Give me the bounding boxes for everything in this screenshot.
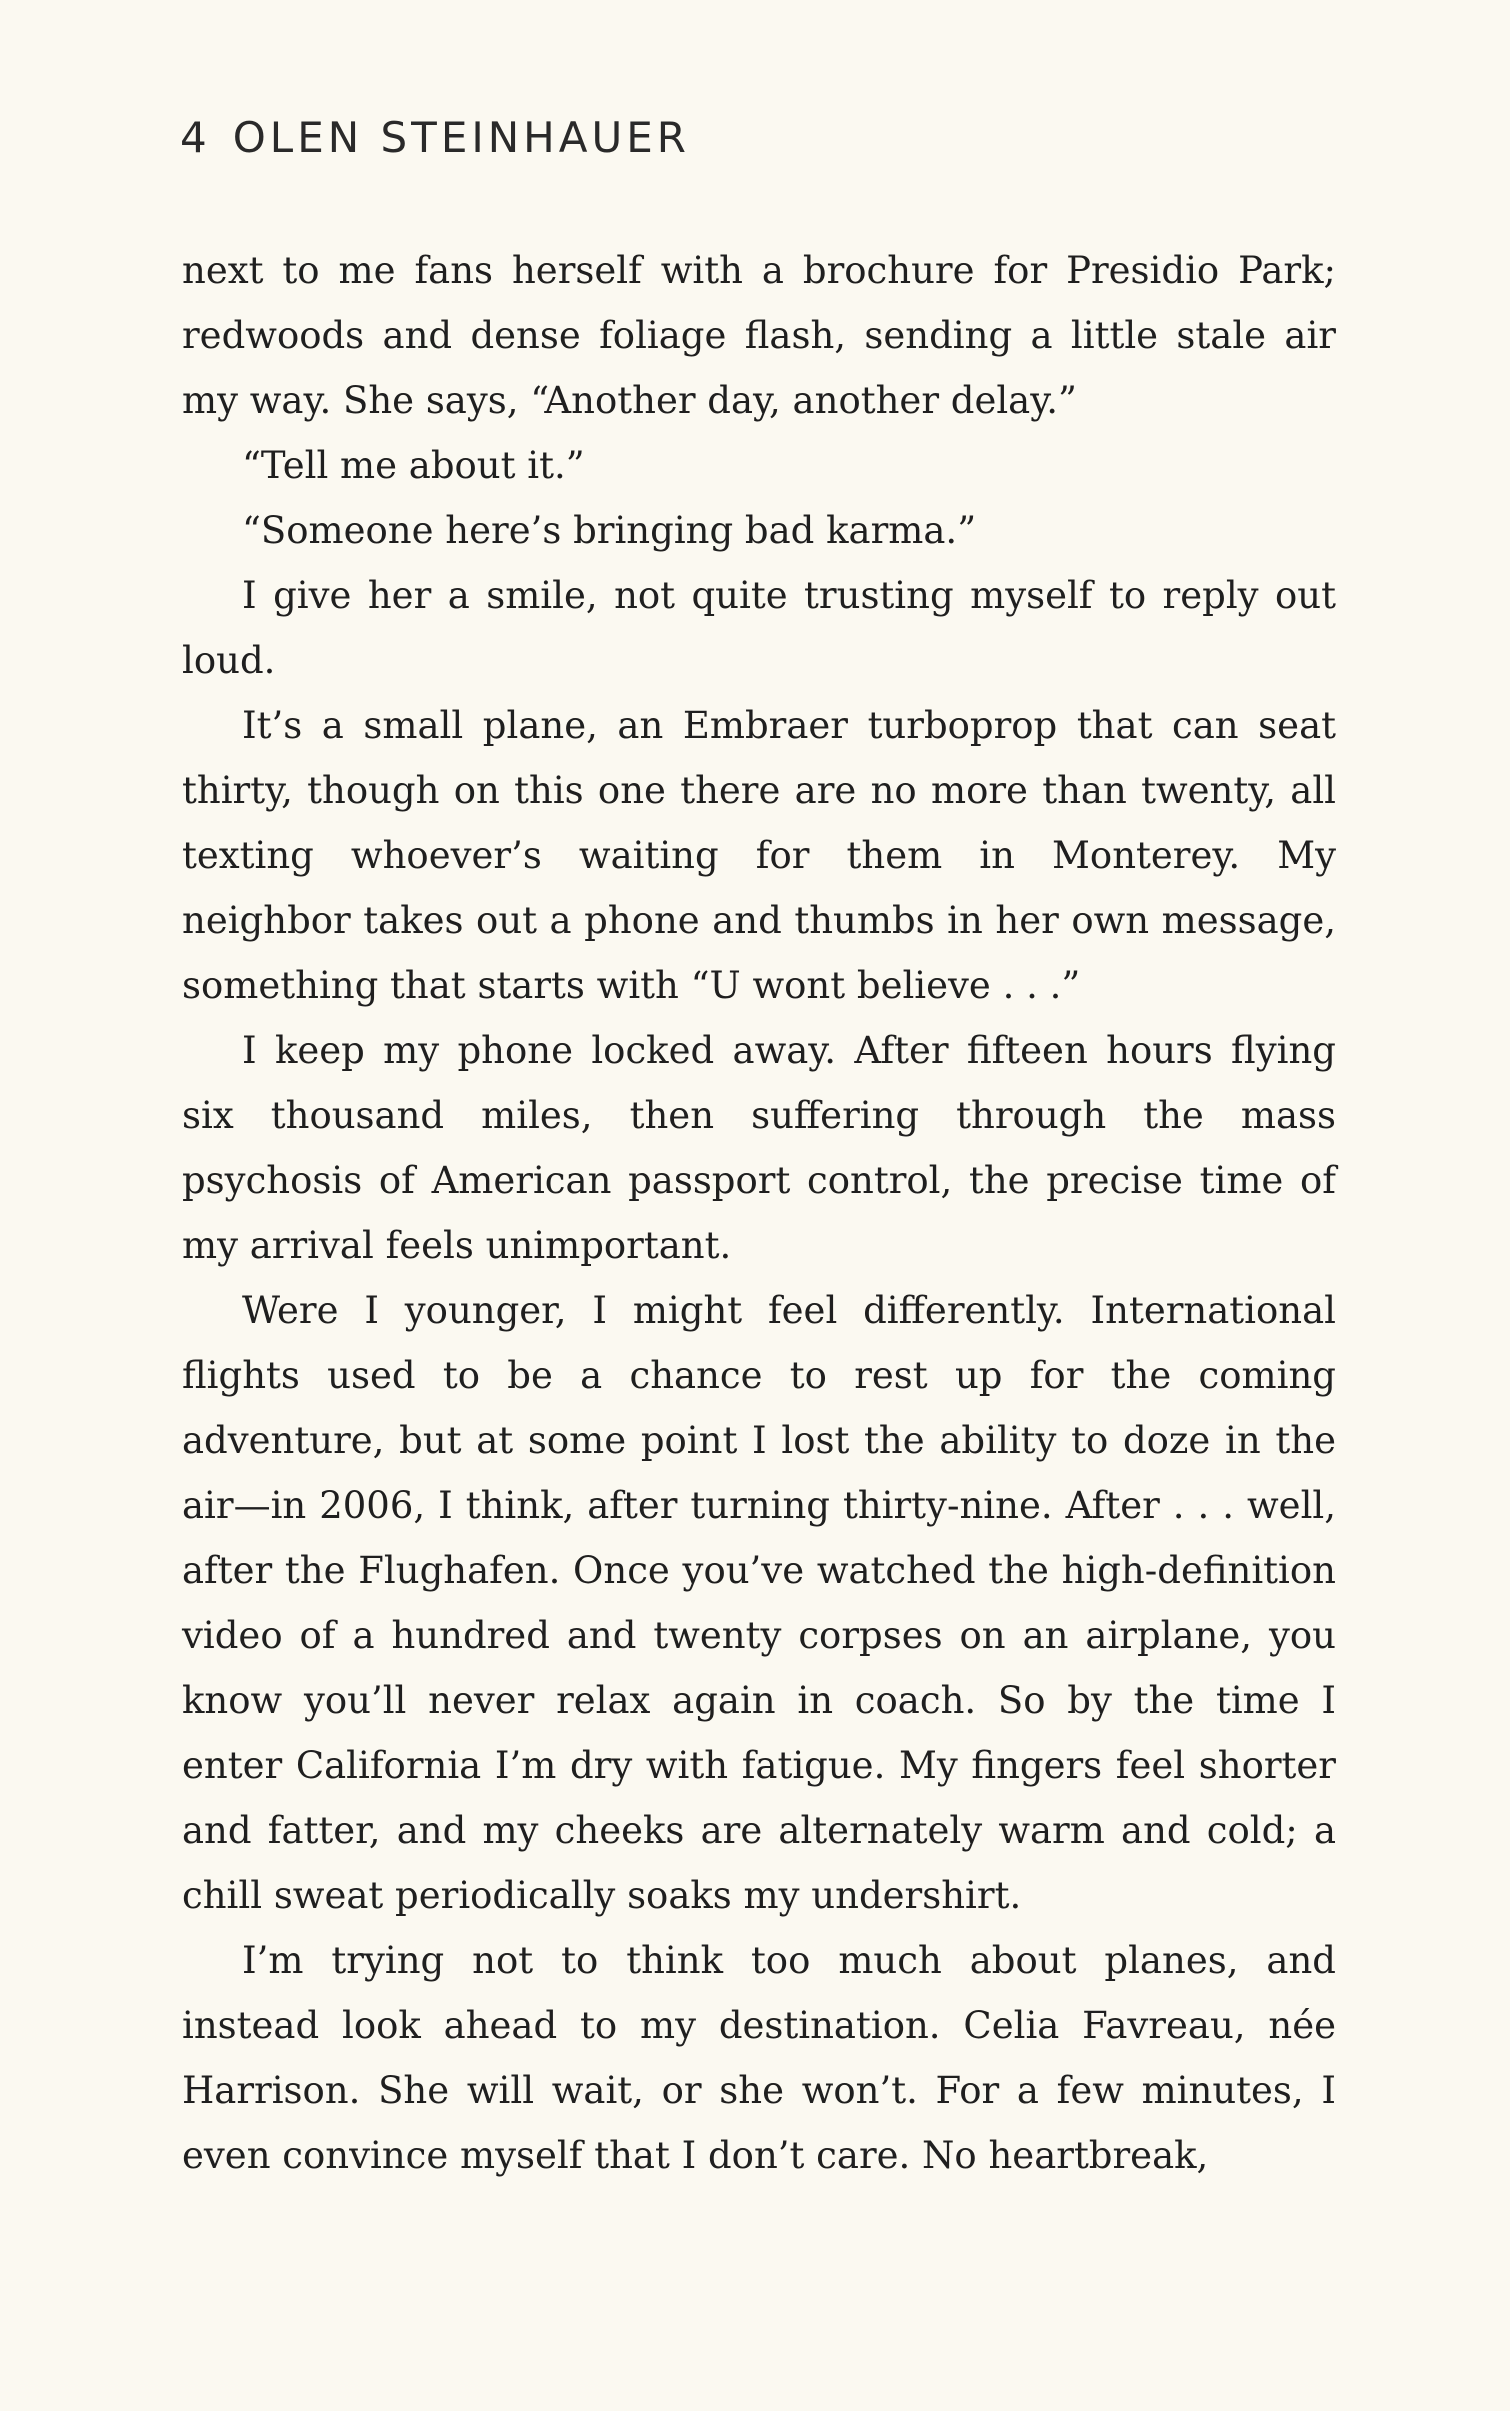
paragraph: “Someone here’s bringing bad karma.” xyxy=(242,509,977,552)
body-text xyxy=(182,238,1336,2188)
paragraph: I keep my phone locked away. After fifteen hours flying six thousand miles, then suffering through the mass psychosis of American passport control, the precise time of my arrival feels unimportant. xyxy=(182,1029,1336,1267)
paragraph: I’m trying not to think too much about planes, and instead look ahead to my destination. Celia Favreau, née Harrison. She will wait, or she won’t. For a few minutes, I even convince myself that I don’t care. No heartbreak, xyxy=(182,1939,1336,2177)
author-name: OLEN STEINHAUER xyxy=(232,113,690,162)
paragraph: It’s a small plane, an Embraer turboprop that can seat thirty, though on this one there are no more than twenty, all texting whoever’s waiting for them in Monterey. My neighbor takes out a phone and thumbs in her own message, something that starts with “U wont believe . . .” xyxy=(182,704,1336,1007)
running-head xyxy=(180,108,690,168)
page-number: 4 xyxy=(180,113,211,162)
paragraph: I give her a smile, not quite trusting myself to reply out loud. xyxy=(182,574,1336,682)
paragraph: Were I younger, I might feel differently. International flights used to be a chance to rest up for the coming adventure, but at some point I lost the ability to doze in the air—in 2006, I think, after turning thirty-nine. After . . . well, after the Flughafen. Once you’ve watched the high-definition video of a hundred and twenty corpses on an airplane, you know you’ll never relax again in coach. So by the time I enter California I’m dry with fatigue. My fingers feel shorter and fatter, and my cheeks are alternately warm and cold; a chill sweat periodically soaks my undershirt. xyxy=(182,1289,1336,1917)
paragraph: “Tell me about it.” xyxy=(242,444,585,487)
paragraph: next to me fans herself with a brochure for Presidio Park; redwoods and dense foliage flash, sending a little stale air my way. She says, “Another day, another delay.” xyxy=(182,249,1336,422)
